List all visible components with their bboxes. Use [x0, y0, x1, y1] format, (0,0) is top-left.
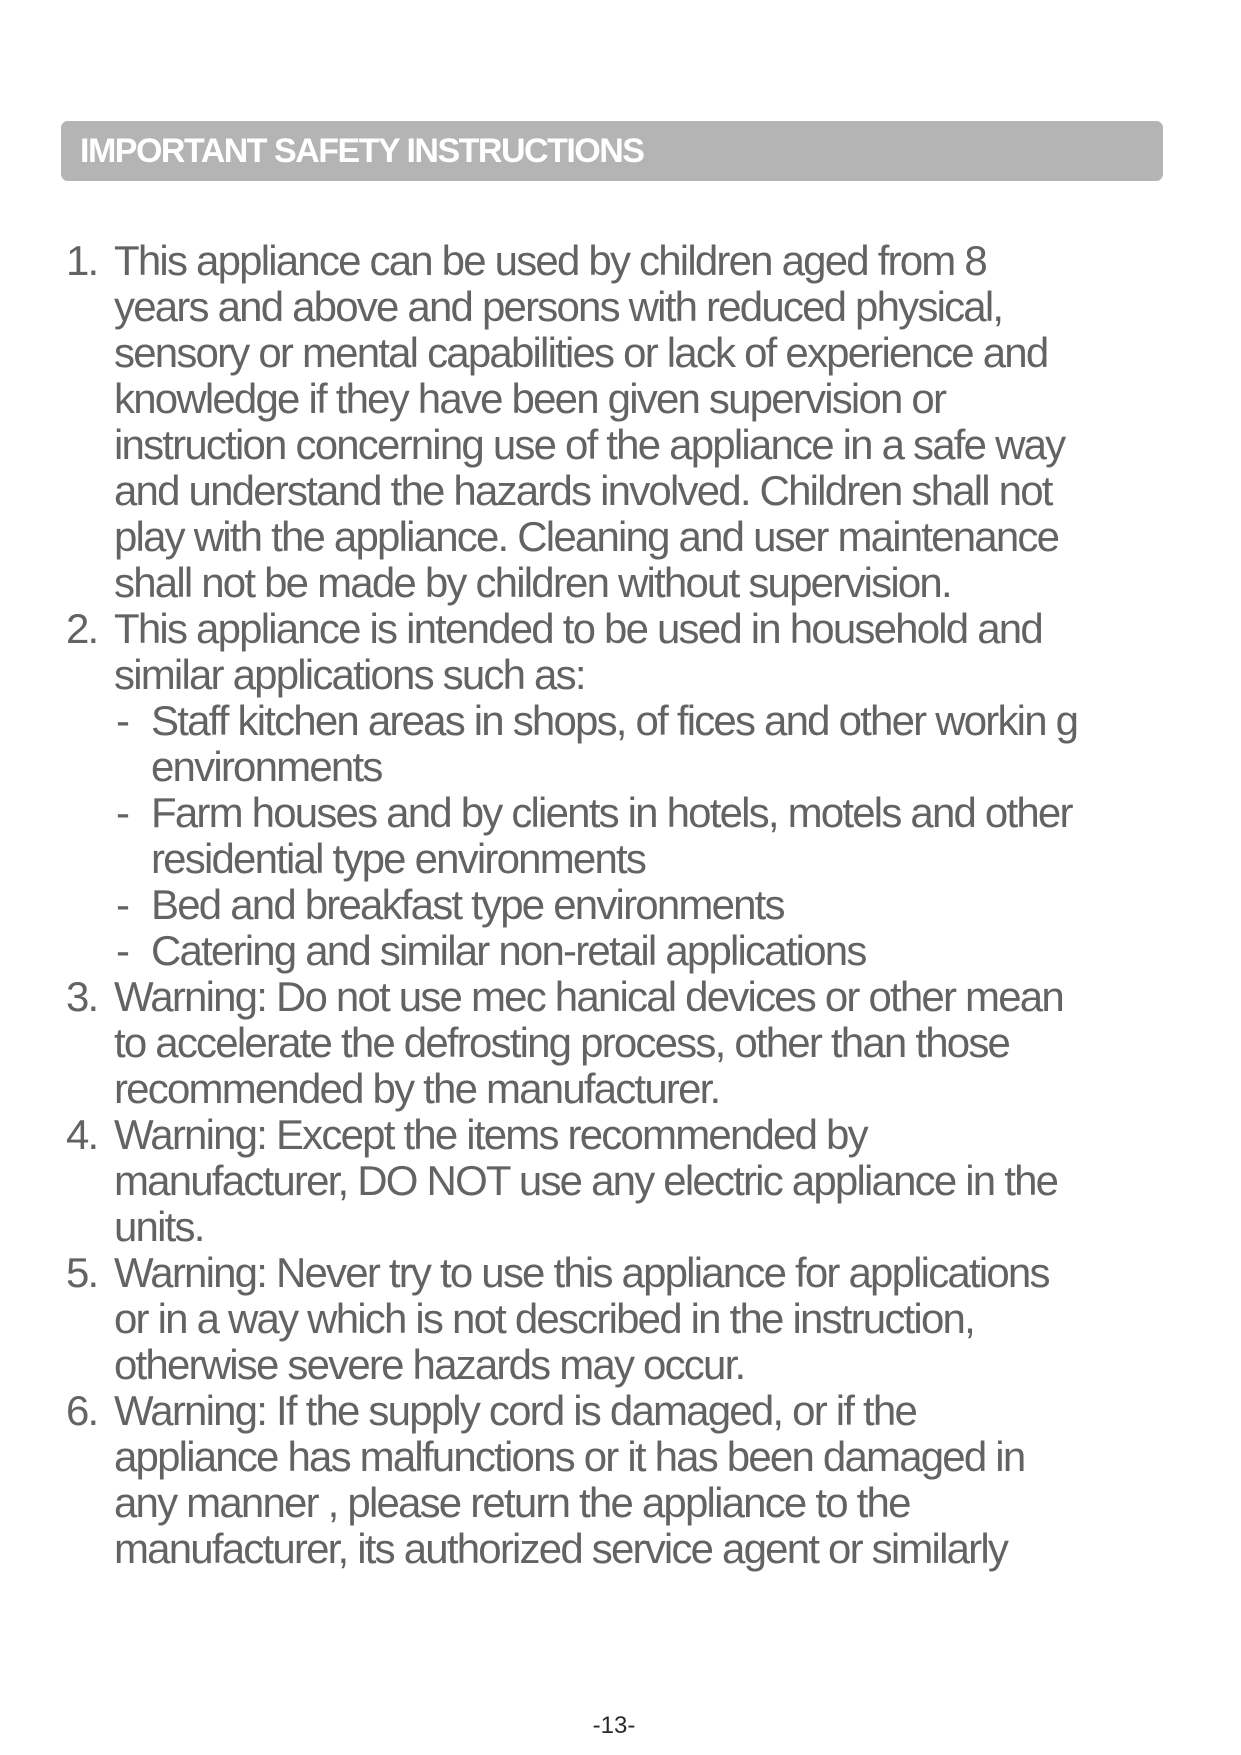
item-text-line: This appliance can be used by children aged from 8	[114, 237, 986, 284]
item-text-line: sensory or mental capabilities or lack of experience and	[114, 329, 1048, 376]
page-number: -13-	[592, 1712, 636, 1739]
sub-item-text-line: Catering and similar non-retail applications	[151, 927, 866, 974]
sub-item-dash: -	[116, 789, 129, 836]
instruction-item-3	[66, 974, 1176, 1112]
sub-item-text-line: Staff kitchen areas in shops, of fices and other workin g	[151, 697, 1078, 744]
sub-item-dash: -	[116, 697, 129, 744]
item-text-line: otherwise severe hazards may occur.	[114, 1341, 745, 1388]
instruction-item-5	[66, 1250, 1176, 1388]
sub-item-text-line: Farm houses and by clients in hotels, motels and other	[151, 789, 1072, 836]
item-text-line: any manner , please return the appliance to the	[114, 1479, 910, 1526]
safety-instruction-list	[66, 238, 1176, 1572]
instruction-item-6	[66, 1388, 1176, 1572]
item-number: 1.	[66, 237, 98, 284]
item-text-line: knowledge if they have been given supervision or	[114, 375, 946, 422]
item-number: 5.	[66, 1249, 98, 1296]
application-sub-list	[114, 698, 1176, 974]
item-text-line: manufacturer, its authorized service agent or similarly	[114, 1525, 1008, 1572]
item-text-line: appliance has malfunctions or it has been damaged in	[114, 1433, 1025, 1480]
section-title: IMPORTANT SAFETY INSTRUCTIONS	[80, 132, 644, 170]
sub-item-bed-and-breakfast	[114, 882, 1176, 928]
sub-item-text-line: environments	[151, 743, 382, 790]
sub-item-text-line: Bed and breakfast type environments	[151, 881, 784, 928]
item-text-line: Warning: Except the items recommended by	[114, 1111, 867, 1158]
sub-item-catering	[114, 928, 1176, 974]
instruction-item-1	[66, 238, 1176, 606]
item-text-line: manufacturer, DO NOT use any electric appliance in the	[114, 1157, 1058, 1204]
item-text-line: Warning: Never try to use this appliance for applications	[114, 1249, 1049, 1296]
item-text-line: Warning: If the supply cord is damaged, or if the	[114, 1387, 917, 1434]
item-text-line: or in a way which is not described in the instruction,	[114, 1295, 974, 1342]
item-number: 3.	[66, 973, 98, 1020]
item-text-line: and understand the hazards involved. Children shall not	[114, 467, 1052, 514]
item-number: 4.	[66, 1111, 98, 1158]
item-text-line: This appliance is intended to be used in household and	[114, 605, 1042, 652]
item-number: 2.	[66, 605, 98, 652]
item-text-line: play with the appliance. Cleaning and user maintenance	[114, 513, 1059, 560]
item-text-line: instruction concerning use of the appliance in a safe way	[114, 421, 1065, 468]
sub-item-farm-houses	[114, 790, 1176, 882]
item-text-line: units.	[114, 1203, 204, 1250]
item-text-line: similar applications such as:	[114, 651, 585, 698]
sub-item-dash: -	[116, 881, 129, 928]
sub-item-text-line: residential type environments	[151, 835, 646, 882]
instruction-item-4	[66, 1112, 1176, 1250]
section-header-bar	[61, 121, 1163, 181]
item-text-line: Warning: Do not use mec hanical devices or other mean	[114, 973, 1063, 1020]
sub-item-dash: -	[116, 927, 129, 974]
sub-item-staff-kitchen	[114, 698, 1176, 790]
item-text-line: recommended by the manufacturer.	[114, 1065, 720, 1112]
instruction-item-2	[66, 606, 1176, 974]
item-text-line: shall not be made by children without supervision.	[114, 559, 951, 606]
item-text-line: years and above and persons with reduced physical,	[114, 283, 1003, 330]
item-text-line: to accelerate the defrosting process, other than those	[114, 1019, 1010, 1066]
item-number: 6.	[66, 1387, 98, 1434]
